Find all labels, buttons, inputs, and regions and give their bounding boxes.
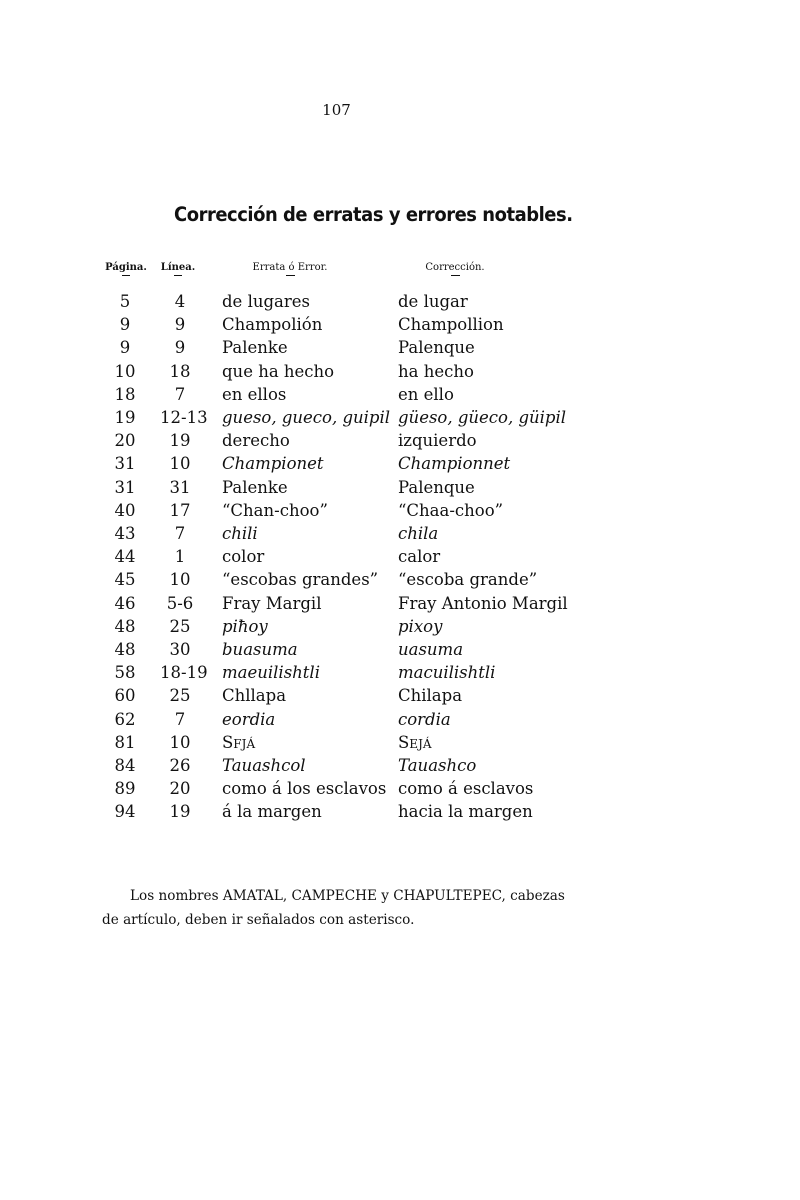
cell-page: 31 <box>114 454 136 474</box>
cell-correction: cordia <box>398 709 451 729</box>
cell-correction: ha hecho <box>398 361 474 381</box>
cell-page: 62 <box>114 709 136 729</box>
table-row <box>0 452 800 475</box>
cell-page: 18 <box>114 384 136 404</box>
cell-line: 19 <box>169 431 191 451</box>
cell-correction: calor <box>398 547 441 567</box>
table-row <box>0 615 800 638</box>
cell-page: 44 <box>114 547 136 567</box>
cell-line: 17 <box>169 500 191 520</box>
table-row <box>0 754 800 777</box>
page-number: 107 <box>322 101 351 119</box>
cell-line: 1 <box>174 547 186 567</box>
column-header-page-label: Página. <box>105 262 147 273</box>
cell-correction: “escoba grande” <box>398 570 538 590</box>
footnote-text: Los nombres AMATAL, CAMPECHE y CHAPULTEPEC, cabezas de artículo, deben ir señalados con asterisco. <box>102 888 565 928</box>
header-dash <box>451 275 460 276</box>
cell-page: 40 <box>114 500 136 520</box>
column-header-error <box>240 262 340 276</box>
column-header-correction <box>420 262 490 276</box>
cell-line: 19 <box>169 802 191 822</box>
table-row <box>0 290 800 313</box>
header-dash <box>122 275 130 276</box>
column-header-page <box>104 262 148 276</box>
cell-error: Fray Margil <box>222 593 322 613</box>
cell-line: 25 <box>169 686 191 706</box>
cell-error: derecho <box>222 431 290 451</box>
cell-error: Tauashcol <box>222 756 306 775</box>
cell-error: eordia <box>222 709 276 729</box>
cell-line: 30 <box>169 640 191 659</box>
cell-error: color <box>222 547 265 567</box>
cell-correction: en ello <box>398 384 454 404</box>
table-row <box>0 638 800 661</box>
cell-error: Palenke <box>222 338 288 358</box>
cell-error: en ellos <box>222 384 287 404</box>
cell-correction: macuilishtli <box>398 663 496 683</box>
cell-correction: hacia la margen <box>398 802 533 822</box>
cell-error: Palenke <box>222 477 288 497</box>
table-row <box>0 522 800 545</box>
table-row <box>0 313 800 336</box>
cell-error: Chllapa <box>222 686 287 706</box>
table-row <box>0 592 800 615</box>
cell-page: 48 <box>114 616 136 636</box>
cell-page: 10 <box>114 361 136 381</box>
cell-correction: Palenque <box>398 477 475 497</box>
cell-correction: de lugar <box>398 292 468 311</box>
cell-line: 10 <box>169 570 191 590</box>
table-row <box>0 336 800 359</box>
cell-line: 26 <box>169 756 191 775</box>
cell-line: 18-19 <box>160 663 208 683</box>
cell-error: “Chan-choo” <box>222 500 328 520</box>
table-row <box>0 499 800 522</box>
cell-correction: uasuma <box>398 640 464 659</box>
footnote <box>102 884 582 932</box>
table-row <box>0 406 800 429</box>
cell-correction: “Chaa-choo” <box>398 500 504 520</box>
cell-line: 5-6 <box>166 593 194 613</box>
header-dash <box>286 275 295 276</box>
cell-error: á la margen <box>222 802 322 822</box>
cell-correction: izquierdo <box>398 431 477 451</box>
cell-error: como á los esclavos <box>222 779 387 799</box>
column-header-line <box>158 262 198 276</box>
cell-line: 7 <box>174 524 186 543</box>
cell-error: de lugares <box>222 292 310 311</box>
cell-error: “escobas grandes” <box>222 570 379 590</box>
table-row <box>0 800 800 823</box>
cell-correction: como á esclavos <box>398 779 534 799</box>
cell-error: maeuilishtli <box>222 663 320 683</box>
cell-correction: Chilapa <box>398 686 463 706</box>
cell-correction: Sejá <box>398 732 432 752</box>
cell-error: piħoy <box>222 616 268 636</box>
cell-page: 20 <box>114 431 136 451</box>
cell-line: 18 <box>169 361 191 381</box>
cell-correction: Championnet <box>398 454 511 474</box>
cell-page: 58 <box>114 663 136 683</box>
cell-page: 46 <box>114 593 136 613</box>
table-row <box>0 545 800 568</box>
cell-correction: Palenque <box>398 338 475 358</box>
column-header-error-label: Errata ó Error. <box>252 262 328 273</box>
cell-page: 43 <box>114 524 136 543</box>
cell-page: 48 <box>114 640 136 659</box>
cell-page: 81 <box>114 732 136 752</box>
column-header-correction-label: Corrección. <box>425 262 485 273</box>
table-row <box>0 661 800 684</box>
table-row <box>0 684 800 707</box>
cell-error: Championet <box>222 454 324 474</box>
cell-page: 84 <box>114 756 136 775</box>
cell-line: 4 <box>174 292 186 311</box>
cell-correction: pixoy <box>398 616 443 636</box>
cell-page: 89 <box>114 779 136 799</box>
cell-page: 60 <box>114 686 136 706</box>
table-row <box>0 383 800 406</box>
cell-error: Sfjá <box>222 732 256 752</box>
cell-line: 10 <box>169 454 191 474</box>
column-header-line-label: Línea. <box>160 262 196 273</box>
cell-error: que ha hecho <box>222 361 335 381</box>
table-row <box>0 731 800 754</box>
cell-page: 9 <box>119 338 131 358</box>
cell-correction: Tauashco <box>398 756 477 775</box>
cell-correction: Fray Antonio Margil <box>398 593 568 613</box>
cell-correction: chila <box>398 524 439 543</box>
cell-line: 7 <box>174 709 186 729</box>
cell-correction: Champollion <box>398 315 504 335</box>
cell-page: 5 <box>119 292 131 311</box>
cell-line: 20 <box>169 779 191 799</box>
cell-line: 31 <box>169 477 191 497</box>
table-row <box>0 360 800 383</box>
table-row <box>0 476 800 499</box>
cell-line: 7 <box>174 384 186 404</box>
table-row <box>0 708 800 731</box>
header-dash <box>174 275 182 276</box>
cell-error: gueso, gueco, guipil <box>222 408 391 427</box>
cell-page: 9 <box>119 315 131 335</box>
cell-line: 9 <box>174 338 186 358</box>
cell-correction: güeso, güeco, güipil <box>398 408 567 427</box>
cell-error: buasuma <box>222 640 298 659</box>
page-title: Corrección de erratas y errores notables. <box>174 203 573 226</box>
cell-line: 25 <box>169 616 191 636</box>
cell-page: 31 <box>114 477 136 497</box>
cell-line: 12-13 <box>160 408 208 427</box>
table-row <box>0 429 800 452</box>
cell-line: 10 <box>169 732 191 752</box>
cell-error: chili <box>222 524 258 543</box>
cell-line: 9 <box>174 315 186 335</box>
cell-error: Champolión <box>222 315 323 335</box>
table-row <box>0 777 800 800</box>
cell-page: 19 <box>114 408 136 427</box>
cell-page: 94 <box>114 802 136 822</box>
cell-page: 45 <box>114 570 136 590</box>
table-row <box>0 568 800 591</box>
